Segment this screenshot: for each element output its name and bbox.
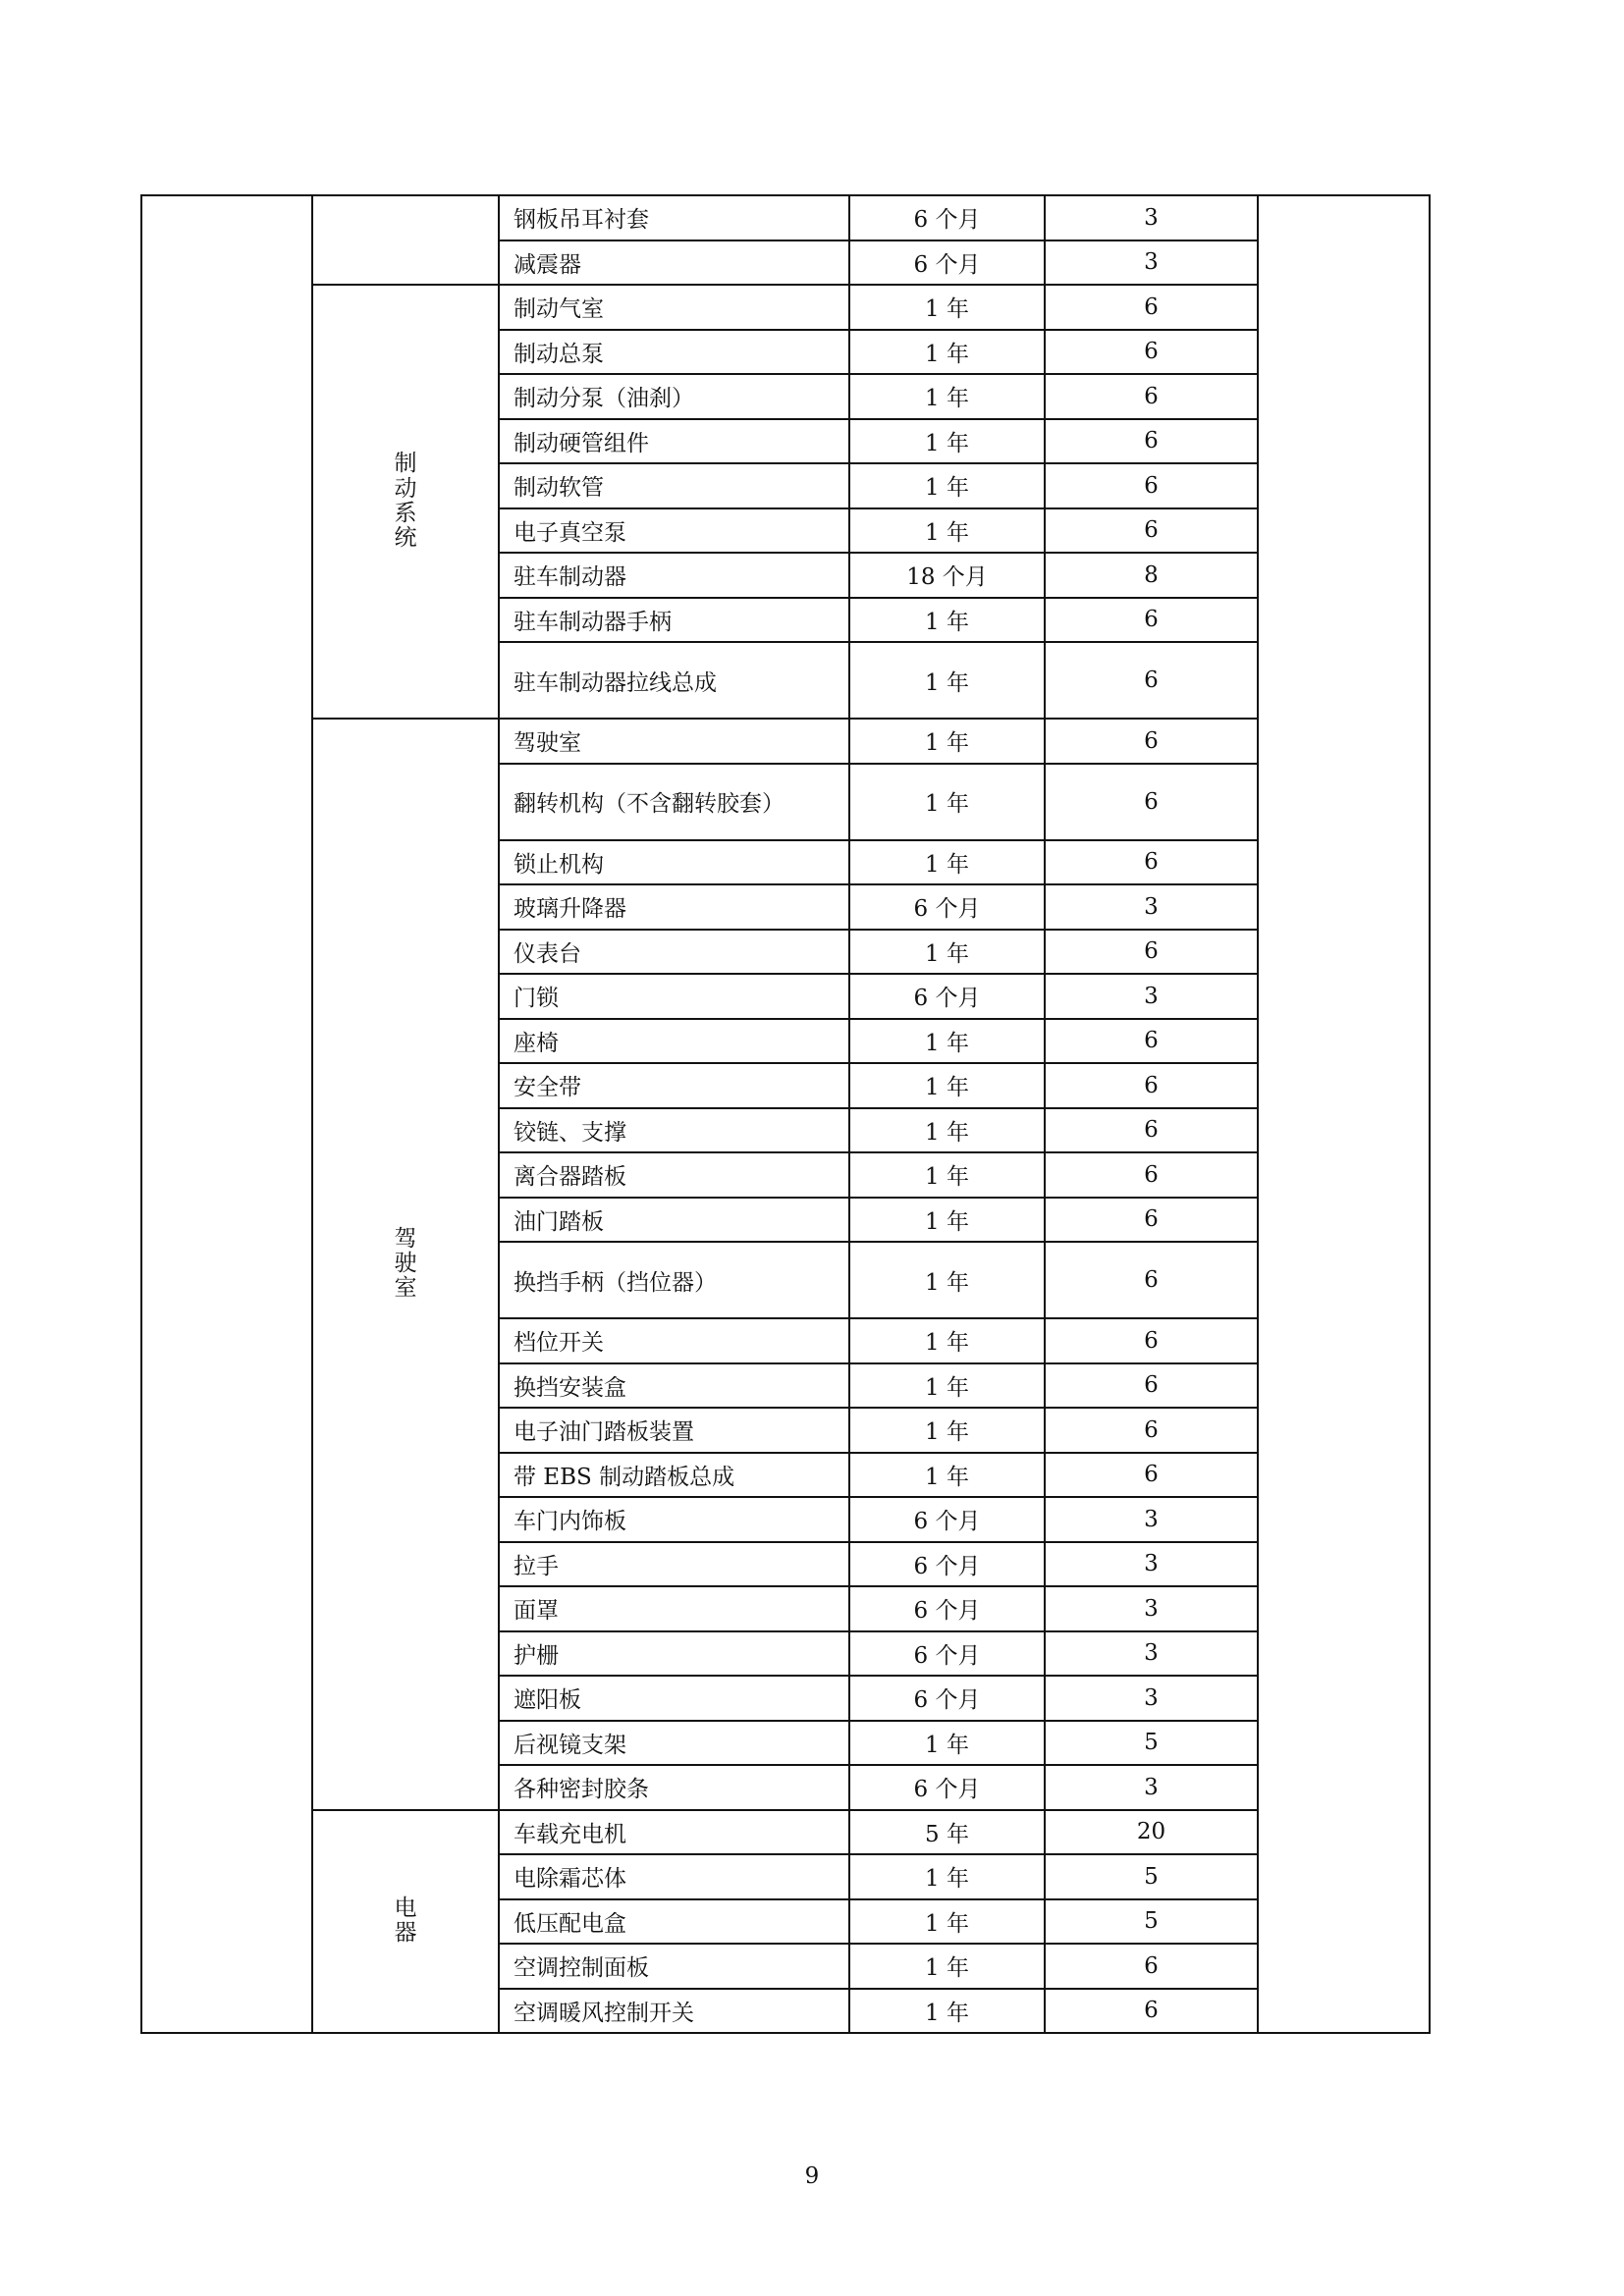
warranty-period-cell: 6 个月 xyxy=(849,240,1045,286)
part-name-cell: 制动软管 xyxy=(499,463,849,508)
part-name-cell: 面罩 xyxy=(499,1586,849,1631)
value-cell: 6 xyxy=(1045,930,1258,975)
warranty-period-cell: 6 个月 xyxy=(849,1631,1045,1677)
value-cell: 6 xyxy=(1045,1242,1258,1318)
warranty-period-cell: 1 年 xyxy=(849,508,1045,554)
category-label: 驾驶室 xyxy=(394,1225,417,1302)
part-name-cell: 护栅 xyxy=(499,1631,849,1677)
value-cell: 6 xyxy=(1045,1063,1258,1108)
value-cell: 6 xyxy=(1045,1152,1258,1198)
table-row xyxy=(141,1810,1430,1855)
value-cell: 6 xyxy=(1045,285,1258,330)
part-name-cell: 带 EBS 制动踏板总成 xyxy=(499,1453,849,1498)
value-cell: 3 xyxy=(1045,195,1258,240)
warranty-period-cell: 1 年 xyxy=(849,1363,1045,1409)
warranty-period-cell: 1 年 xyxy=(849,642,1045,719)
value-cell: 6 xyxy=(1045,463,1258,508)
warranty-period-cell: 6 个月 xyxy=(849,195,1045,240)
warranty-period-cell: 5 年 xyxy=(849,1810,1045,1855)
value-cell: 3 xyxy=(1045,884,1258,930)
part-name-cell: 遮阳板 xyxy=(499,1676,849,1721)
part-name-cell: 驻车制动器手柄 xyxy=(499,598,849,643)
warranty-period-cell: 6 个月 xyxy=(849,1542,1045,1587)
category-label: 电器 xyxy=(394,1895,417,1947)
outer-blank-column xyxy=(141,195,312,2033)
warranty-period-cell: 1 年 xyxy=(849,1108,1045,1153)
warranty-period-cell: 1 年 xyxy=(849,1019,1045,1064)
part-name-cell: 车载充电机 xyxy=(499,1810,849,1855)
value-cell: 6 xyxy=(1045,1944,1258,1989)
remarks-blank-column xyxy=(1258,195,1430,2033)
warranty-period-cell: 1 年 xyxy=(849,1944,1045,1989)
part-name-cell: 油门踏板 xyxy=(499,1198,849,1243)
part-name-cell: 电子油门踏板装置 xyxy=(499,1408,849,1453)
part-name-cell: 安全带 xyxy=(499,1063,849,1108)
part-name-cell: 车门内饰板 xyxy=(499,1497,849,1542)
warranty-period-cell: 1 年 xyxy=(849,1453,1045,1498)
value-cell: 6 xyxy=(1045,1198,1258,1243)
value-cell: 3 xyxy=(1045,240,1258,286)
value-cell: 6 xyxy=(1045,374,1258,419)
warranty-period-cell: 1 年 xyxy=(849,719,1045,764)
warranty-period-cell: 6 个月 xyxy=(849,1676,1045,1721)
value-cell: 6 xyxy=(1045,1363,1258,1409)
value-cell: 6 xyxy=(1045,1989,1258,2034)
part-name-cell: 后视镜支架 xyxy=(499,1721,849,1766)
value-cell: 8 xyxy=(1045,553,1258,598)
warranty-period-cell: 1 年 xyxy=(849,1063,1045,1108)
value-cell: 5 xyxy=(1045,1899,1258,1945)
warranty-period-cell: 1 年 xyxy=(849,1198,1045,1243)
value-cell: 6 xyxy=(1045,1453,1258,1498)
warranty-period-cell: 18 个月 xyxy=(849,553,1045,598)
warranty-period-cell: 1 年 xyxy=(849,1854,1045,1899)
part-name-cell: 换挡手柄（挡位器） xyxy=(499,1242,849,1318)
part-name-cell: 减震器 xyxy=(499,240,849,286)
warranty-period-cell: 1 年 xyxy=(849,1899,1045,1945)
warranty-period-cell: 1 年 xyxy=(849,330,1045,375)
category-cell xyxy=(312,285,499,719)
part-name-cell: 电子真空泵 xyxy=(499,508,849,554)
part-name-cell: 各种密封胶条 xyxy=(499,1765,849,1810)
value-cell: 6 xyxy=(1045,330,1258,375)
value-cell: 3 xyxy=(1045,974,1258,1019)
part-name-cell: 制动分泵（油刹） xyxy=(499,374,849,419)
part-name-cell: 换挡安装盒 xyxy=(499,1363,849,1409)
part-name-cell: 拉手 xyxy=(499,1542,849,1587)
warranty-period-cell: 6 个月 xyxy=(849,974,1045,1019)
value-cell: 5 xyxy=(1045,1721,1258,1766)
value-cell: 6 xyxy=(1045,1408,1258,1453)
part-name-cell: 铰链、支撑 xyxy=(499,1108,849,1153)
warranty-period-cell: 1 年 xyxy=(849,1989,1045,2034)
warranty-period-cell: 1 年 xyxy=(849,419,1045,464)
value-cell: 6 xyxy=(1045,764,1258,840)
warranty-period-cell: 1 年 xyxy=(849,840,1045,885)
value-cell: 6 xyxy=(1045,1318,1258,1363)
part-name-cell: 制动气室 xyxy=(499,285,849,330)
value-cell: 20 xyxy=(1045,1810,1258,1855)
value-cell: 3 xyxy=(1045,1631,1258,1677)
warranty-period-cell: 6 个月 xyxy=(849,884,1045,930)
value-cell: 5 xyxy=(1045,1854,1258,1899)
page-number: 9 xyxy=(804,2163,820,2189)
part-name-cell: 制动总泵 xyxy=(499,330,849,375)
part-name-cell: 座椅 xyxy=(499,1019,849,1064)
warranty-period-cell: 1 年 xyxy=(849,764,1045,840)
warranty-table xyxy=(140,194,1431,2034)
part-name-cell: 离合器踏板 xyxy=(499,1152,849,1198)
value-cell: 3 xyxy=(1045,1586,1258,1631)
warranty-period-cell: 1 年 xyxy=(849,598,1045,643)
warranty-period-cell: 1 年 xyxy=(849,1242,1045,1318)
value-cell: 6 xyxy=(1045,840,1258,885)
value-cell: 3 xyxy=(1045,1765,1258,1810)
part-name-cell: 锁止机构 xyxy=(499,840,849,885)
part-name-cell: 驻车制动器拉线总成 xyxy=(499,642,849,719)
category-cell xyxy=(312,719,499,1810)
warranty-period-cell: 1 年 xyxy=(849,930,1045,975)
warranty-period-cell: 6 个月 xyxy=(849,1586,1045,1631)
part-name-cell: 驾驶室 xyxy=(499,719,849,764)
value-cell: 6 xyxy=(1045,598,1258,643)
warranty-period-cell: 1 年 xyxy=(849,1721,1045,1766)
value-cell: 6 xyxy=(1045,508,1258,554)
warranty-period-cell: 6 个月 xyxy=(849,1497,1045,1542)
value-cell: 3 xyxy=(1045,1542,1258,1587)
part-name-cell: 仪表台 xyxy=(499,930,849,975)
value-cell: 6 xyxy=(1045,1019,1258,1064)
part-name-cell: 驻车制动器 xyxy=(499,553,849,598)
value-cell: 6 xyxy=(1045,419,1258,464)
category-cell xyxy=(312,1810,499,2034)
value-cell: 6 xyxy=(1045,719,1258,764)
part-name-cell: 门锁 xyxy=(499,974,849,1019)
part-name-cell: 空调控制面板 xyxy=(499,1944,849,1989)
warranty-period-cell: 1 年 xyxy=(849,285,1045,330)
value-cell: 6 xyxy=(1045,1108,1258,1153)
warranty-period-cell: 1 年 xyxy=(849,1152,1045,1198)
warranty-period-cell: 1 年 xyxy=(849,1318,1045,1363)
part-name-cell: 低压配电盒 xyxy=(499,1899,849,1945)
table-row xyxy=(141,195,1430,240)
value-cell: 3 xyxy=(1045,1497,1258,1542)
part-name-cell: 档位开关 xyxy=(499,1318,849,1363)
part-name-cell: 制动硬管组件 xyxy=(499,419,849,464)
part-name-cell: 空调暖风控制开关 xyxy=(499,1989,849,2034)
part-name-cell: 翻转机构（不含翻转胶套） xyxy=(499,764,849,840)
part-name-cell: 钢板吊耳衬套 xyxy=(499,195,849,240)
category-cell xyxy=(312,195,499,285)
part-name-cell: 玻璃升降器 xyxy=(499,884,849,930)
warranty-period-cell: 1 年 xyxy=(849,374,1045,419)
category-label: 制动系统 xyxy=(394,451,417,552)
table-body xyxy=(141,195,1430,2033)
warranty-period-cell: 1 年 xyxy=(849,1408,1045,1453)
part-name-cell: 电除霜芯体 xyxy=(499,1854,849,1899)
table-row xyxy=(141,719,1430,764)
table-row xyxy=(141,285,1430,330)
value-cell: 6 xyxy=(1045,642,1258,719)
warranty-period-cell: 6 个月 xyxy=(849,1765,1045,1810)
value-cell: 3 xyxy=(1045,1676,1258,1721)
warranty-period-cell: 1 年 xyxy=(849,463,1045,508)
